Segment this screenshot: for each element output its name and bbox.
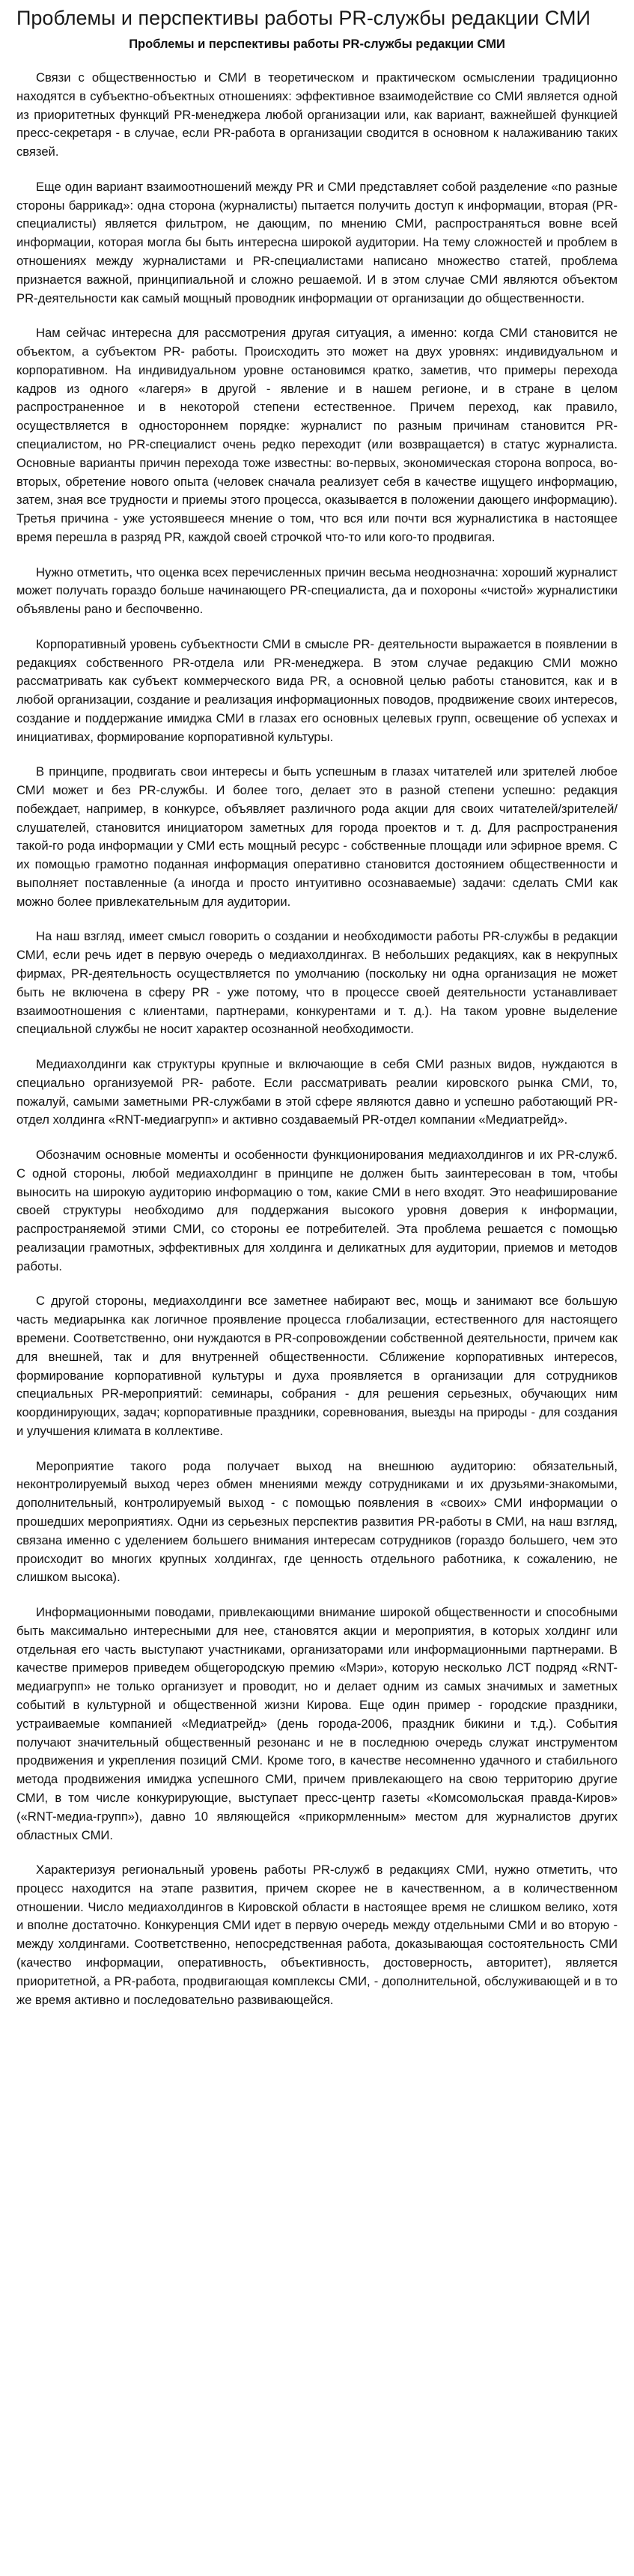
article-paragraph: Корпоративный уровень субъектности СМИ в смысле PR- деятельности выражается в появлении в редакциях собственного PR-отдела или PR-менеджера. В этом случае редакцию СМИ можно рассматривать как субъект коммерческого вида PR, а основной целью работы становится, как и в любой организации, создание и реализация информационных поводов, продвижение своих интересов, создание и поддержание имиджа СМИ в глазах его основных целевых групп, освещение об успехах и инициативах, формирование корпоративной культуры. (16, 636, 618, 744)
article-paragraph: Нужно отметить, что оценка всех перечисленных причин весьма неоднозначна: хороший журналист может получать гораздо больше начинающего PR-специалиста, да и похороны «чистой» журналистики объявлены рано и беспочвенно. (16, 564, 618, 617)
article-subtitle: Проблемы и перспективы работы PR-службы редакции СМИ (129, 37, 505, 51)
article-paragraph: На наш взгляд, имеет смысл говорить о создании и необходимости работы PR-службы в редакции СМИ, если речь идет в первую очередь о медиахолдингах. В небольших редакциях, как в некрупных фирмах, PR-деятельность осуществляется по умолчанию (поскольку ни одна организация не может быть не включена в сферу PR - уже потому, что в процессе своей деятельности устанавливает взаимоотношения с клиентами, партнерами, конкурентами и т. д.). На таком уровне выделение специальной службы не носит характер осознанной необходимости. (16, 929, 618, 1037)
article-paragraph: Информационными поводами, привлекающими внимание широкой общественности и способными быть максимально интересными для нее, становятся акции и мероприятия, в которых холдинг или отдельная его часть выступают участниками, организаторами или информационными партнерами. В качестве примеров приведем общегородскую премию «Мэри», которую несколько ЛСТ подряд «RNT-медиагрупп» не только организует и проводит, но и делает одним из самых значимых и заметных событий в культурной и общественной жизни Кирова. Еще один пример - городские праздники, устраиваемые компанией «Медиатрейд» (день города-2006, праздник бикини и т.д.). События получают значительный общественный резонанс и не в последнюю очередь служат инструментом продвижения и укрепления позиций СМИ. Кроме того, в качестве несомненно удачного и стабильного метода продвижения имиджа успешного СМИ, причем привлекающего на свою территорию другие СМИ, в том числе конкурирующие, выступает пресс-центр газеты «Комсомольская правда-Киров» («RNT-медиа-групп»), давно 10 являющейся «прикормленным» местом для журналистов других областных СМИ. (16, 1604, 618, 1842)
article-paragraph: В принципе, продвигать свои интересы и быть успешным в глазах читателей или зрителей любое СМИ может и без PR-службы. И более того, делает это в разной степени успешно: редакция побеждает, например, в конкурсе, объявляет различного рода акции для своих читателей/зрителей/слушателей, становится инициатором заметных для города проектов и т. д. Для распространения такой-го рода информации у СМИ есть мощный ресурс - собственные площади или эфирное время. С их помощью грамотно поданная информация оперативно становится достоянием общественности и выполняет поставленные (а иногда и просто интуитивно осознаваемые) задачи: сделать СМИ как можно более привлекательным для аудитории. (16, 764, 618, 909)
article-body (16, 69, 618, 2009)
article-paragraph: Характеризуя региональный уровень работы PR-служб в редакциях СМИ, нужно отметить, что процесс находится на этапе развития, причем скорее не в качественном, а в количественном отношении. Число медиахолдингов в Кировской области в настоящее время не слишком велико, хотя и вполне достаточно. Конкуренция СМИ идет в первую очередь между отдельными СМИ и во вторую - между холдингами. Соответственно, непосредственная работа, доказывающая состоятельность СМИ (качество информации, оперативность, объективность, достоверность, авторитет), является приоритетной, а PR-работа, продвигающая комплексы СМИ, - дополнительной, обслуживающей и в то же время активно и последовательно развивающейся. (16, 1863, 618, 2007)
page-title: Проблемы и перспективы работы PR-службы редакции СМИ (16, 7, 591, 29)
article-paragraph: Еще один вариант взаимоотношений между PR и СМИ представляет собой разделение «по разные стороны баррикад»: одна сторона (журналисты) пытается получить доступ к информации, вторая (PR-специалисты) является фильтром, не дающим, по мнению СМИ, распространяться вовне всей информации, которая могла бы быть интересна широкой аудитории. На тему сложностей и проблем в отношениях между журналистами и PR-специалистами написано множество статей, проблема признается важной, принципиальной и сложно решаемой. И в этом случае СМИ являются объектом PR-деятельности как самый мощный проводник информации от организации до общественности. (16, 179, 618, 305)
article-paragraph: Мероприятие такого рода получает выход на внешнюю аудиторию: обязательный, неконтролируемый выход через обмен мнениями между сотрудниками и их друзьями-знакомыми, дополнительный, контролируемый выход - с помощью появления в «своих» СМИ информации о прошедших мероприятиях. Одни из серьезных перспектив развития PR-работы в СМИ, на наш взгляд, связана именно с уделением большего внимания интересам сотрудников (гораздо большего, чем это происходит во многих крупных холдингах, где ценность отдельного работника, к сожалению, не слишком высока). (16, 1458, 618, 1585)
article-paragraph: Нам сейчас интересна для рассмотрения другая ситуация, а именно: когда СМИ становится не объектом, а субъектом PR- работы. Происходить это может на двух уровнях: индивидуальном и корпоративном. На индивидуальном уровне остановимся кратко, заметив, что примеры перехода кадров из одного «лагеря» в другой - явление и в нашем регионе, и в стране в целом распространенное и в некоторой степени естественное. Причем переход, как правило, осуществляется в одностороннем порядке: журналист по разным причинам становится PR-специалистом, но PR-специалист очень редко переходит (или возвращается) в статус журналиста. Основные варианты причин перехода тоже известны: во-первых, экономическая сторона вопроса, во-вторых, обретение нового опыта (человек сначала реализует себя в качестве ищущего информацию, затем, зная все трудности и приемы этого процесса, оказывается в положении дающего информацию). Третья причина - уже устоявшееся мнение о том, что вся или почти вся журналистика в настоящее время перешла в разряд PR, каждой своей строчкой что-то или кого-то продвигая. (16, 326, 618, 544)
article-paragraph: Обозначим основные моменты и особенности функционирования медиахолдингов и их PR-служб. С одной стороны, любой медиахолдинг в принципе не должен быть заинтересован в том, чтобы выносить на широкую аудиторию информацию о том, какие СМИ в него входят. Это неафиширование своей структуры необходимо для поддержания высокого уровня доверия к информации, распространяемой этими СМИ, со стороны ее потребителей. Эта проблема решается с помощью реализации грамотных, эффективных для холдинга и деликатных для аудитории, приемов и методов работы. (16, 1148, 618, 1273)
article-paragraph: Связи с общественностью и СМИ в теоретическом и практическом осмыслении традиционно находятся в субъектно-объектных отношениях: эффективное взаимодействие со СМИ является одной из приоритетных функций PR-менеджера любой организации или, как вариант, важнейшей функцией пресс-секретаря - в случае, если PR-работа в организации сводится в основном к налаживанию таких связей. (16, 70, 618, 159)
article-paragraph: С другой стороны, медиахолдинги все заметнее набирают вес, мощь и занимают все большую часть медиарынка как логичное проявление процесса глобализации, естественного для настоящего времени. Соответственно, они нуждаются в PR-сопровождении собственной деятельности, причем как для внешней, так и для внутренней общественности. Сближение корпоративных интересов, формирование корпоративной культуры и духа проявляется в организации для сотрудников специальных PR-мероприятий: семинары, собрания - для решения серьезных, обучающих ним координирующих, задач; корпоративные праздники, соревнования, выезды на природы - для создания и улучшения климата в коллективе. (16, 1294, 618, 1438)
article-paragraph: Медиахолдинги как структуры крупные и включающие в себя СМИ разных видов, нуждаются в специально организуемой PR- работе. Если рассматривать реалии кировского рынка СМИ, то, пожалуй, самыми заметными PR-службами в этой сфере являются давно и успешно работающий PR-отдел холдинга «RNT-медиагрупп» и активно создаваемый PR-отдел компании «Медиатрейд». (16, 1057, 618, 1127)
